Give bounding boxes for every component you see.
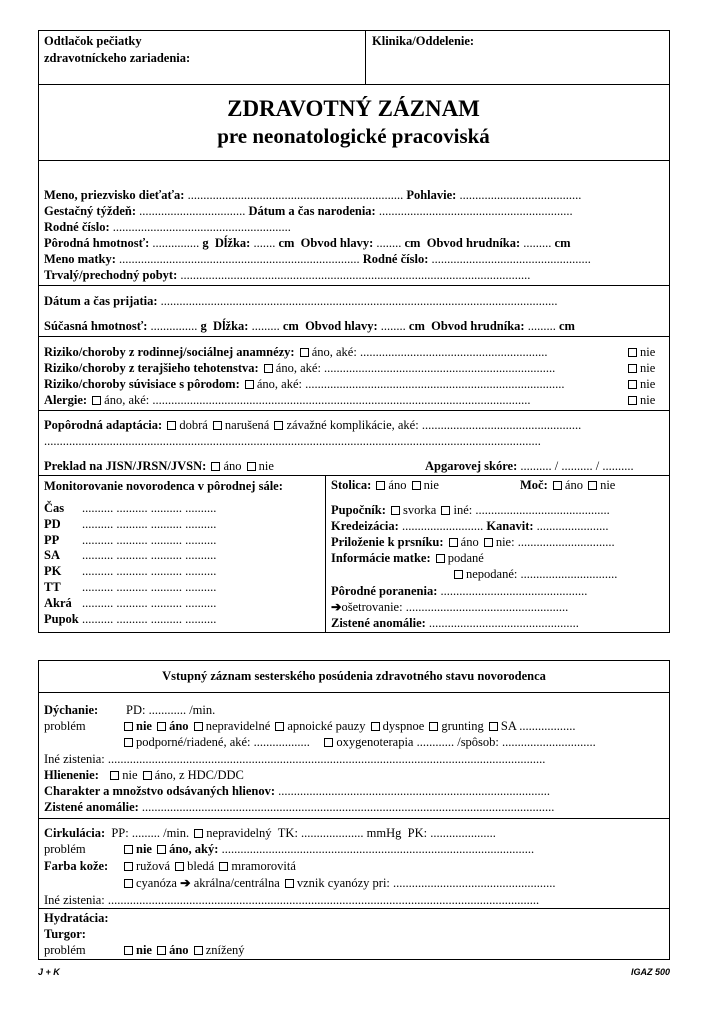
kredeizacia-field[interactable]: Kredeizácia: .......................... Kanavit: ....................... xyxy=(331,519,609,533)
breathing-support-options[interactable]: podporné/riadené, aké: .................. oxygenoterapia ............ /spôsob: .............................. xyxy=(122,735,596,750)
allergy-field[interactable]: Alergie: áno, aké: ......................................................................................................................... xyxy=(44,393,531,407)
cyanosis-options[interactable]: cyanóza ➔ akrálna/centrálna vznik cyanózy pri: .................................................... xyxy=(122,876,556,891)
gestation-field[interactable]: Gestačný týždeň: .................................. Dátum a čas narodenia: .............................................................. xyxy=(44,204,573,218)
page-subtitle: pre neonatologické pracoviská xyxy=(217,124,490,148)
turgor-options[interactable]: nie áno znížený xyxy=(122,943,245,958)
circulation-field[interactable]: Cirkulácia: PP: ......... /min. nepravidelný TK: .................... mmHg PK: ..................... xyxy=(44,826,496,840)
header-divider xyxy=(365,30,366,85)
monitoring-row-label: PD xyxy=(44,516,61,531)
injury-field[interactable]: Pôrodné poranenia: ............................................... xyxy=(331,584,588,598)
breathing-problem-label: problém xyxy=(44,719,86,733)
arrow-right-icon: ➔ xyxy=(331,600,342,614)
monitoring-row-cells[interactable]: .......... .......... .......... .......... xyxy=(82,611,217,626)
urine-field[interactable]: Moč: áno nie xyxy=(520,478,616,492)
residence-field[interactable]: Trvalý/prechodný pobyt: ................................................................................................................ xyxy=(44,268,531,282)
circulation-other-field[interactable]: Iné zistenia: .......................................................................................................................................... xyxy=(44,893,540,907)
monitoring-row-cells[interactable]: .......... .......... .......... .......... xyxy=(82,564,217,579)
hydration-label: Hydratácia: xyxy=(44,911,109,925)
monitoring-row-cells[interactable]: .......... .......... .......... .......... xyxy=(82,580,217,594)
rule xyxy=(38,336,670,337)
rule xyxy=(38,475,670,476)
stamp-label: Odtlačok pečiatky xyxy=(44,34,142,48)
adaptation-extra-line[interactable]: ............................................................................................................................................................... xyxy=(44,434,541,448)
child-name-field[interactable]: Meno, priezvisko dieťaťa: ..................................................................... Pohlavie: ....................................... xyxy=(44,188,582,202)
cord-field[interactable]: Pupočník: svorka iné: ........................................... xyxy=(331,503,610,517)
clinic-label: Klinika/Oddelenie: xyxy=(372,34,475,48)
risk-birth-no[interactable]: nie xyxy=(626,377,655,392)
current-measures-field[interactable]: Súčasná hmotnosť: ............... g Dĺžka: ......... cm Obvod hlavy: ........ cm Obvod hrudníka: ......... cm xyxy=(44,319,575,333)
rule xyxy=(38,818,670,819)
child-rc-field[interactable]: Rodné číslo: ......................................................... xyxy=(44,220,291,234)
title-bottom-rule xyxy=(38,160,670,161)
admission-date-field[interactable]: Dátum a čas prijatia: ............................................................................................................................... xyxy=(44,294,558,308)
monitoring-row-label: Akrá xyxy=(44,595,72,610)
column-divider xyxy=(325,475,326,633)
monitoring-row-label: PK xyxy=(44,564,62,579)
risk-birth-field[interactable]: Riziko/choroby súvisiace s pôrodom: áno, aké: ................................................................................... xyxy=(44,377,565,391)
monitoring-row-cells[interactable]: .......... .......... .......... .......... xyxy=(82,532,217,547)
rule xyxy=(38,908,670,909)
turgor-label: Turgor: xyxy=(44,927,86,941)
breast-field[interactable]: Priloženie k prsníku: áno nie: ............................... xyxy=(331,535,615,549)
monitoring-row-label: SA xyxy=(44,548,60,563)
anomalies-field[interactable]: Zistené anomálie: ................................................ xyxy=(331,616,579,630)
skin-color-options[interactable]: ružová bledá mramorovitá xyxy=(122,859,296,874)
circulation-problem-label: problém xyxy=(44,842,86,856)
header-bottom-rule xyxy=(38,84,670,85)
monitoring-row-label: TT xyxy=(44,580,61,594)
breathing-label: Dýchanie: xyxy=(44,703,99,717)
nursing-title: Vstupný záznam sesterského posúdenia zdravotného stavu novorodenca xyxy=(162,669,546,683)
adaptation-field[interactable]: Popôrodná adaptácia: dobrá narušená závažné komplikácie, aké: ................................................... xyxy=(44,418,582,432)
risk-pregnancy-field[interactable]: Riziko/choroby z terajšieho tehotenstva: áno, aké: .......................................................................... xyxy=(44,361,556,375)
rule xyxy=(38,410,670,411)
footer-right: IGAZ 500 xyxy=(630,967,670,977)
monitoring-row-cells[interactable]: .......... .......... .......... .......... xyxy=(82,501,217,515)
risk-family-field[interactable]: Riziko/choroby z rodinnej/sociálnej anamnézy: áno, aké: ............................................................ xyxy=(44,345,548,359)
arrow-right-icon: ➔ xyxy=(180,876,191,890)
monitoring-row-cells[interactable]: .......... .......... .......... .......... xyxy=(82,548,217,563)
mother-info-not-given[interactable]: nepodané: ............................... xyxy=(452,567,617,582)
mucus-field[interactable]: Hlienenie: nie áno, z HDC/DDC xyxy=(44,768,244,782)
turgor-problem-label: problém xyxy=(44,943,86,957)
monitoring-row-cells[interactable]: .......... .......... .......... .......... xyxy=(82,516,217,531)
monitoring-row-label: Čas xyxy=(44,501,65,515)
stool-field[interactable]: Stolica: áno nie xyxy=(331,478,439,492)
rule xyxy=(38,692,670,693)
allergy-no[interactable]: nie xyxy=(626,393,655,408)
nursing-anomalies-field[interactable]: Zistené anomálie: .................................................................................................................................... xyxy=(44,800,555,814)
apgar-field[interactable]: Apgarovej skóre: .......... / .......... / .......... xyxy=(425,459,634,473)
circulation-problem-options[interactable]: nie áno, aký: .................................................................................................... xyxy=(122,842,534,857)
monitoring-row-label: PP xyxy=(44,532,60,547)
breathing-rate-field[interactable]: PD: ............ /min. xyxy=(126,703,216,717)
rule xyxy=(38,285,670,286)
footer-left: J + K xyxy=(38,967,60,977)
mucus-character-field[interactable]: Charakter a množstvo odsávaných hlienov: ....................................................................................... xyxy=(44,784,551,798)
stamp-label-2: zdravotníckeho zariadenia: xyxy=(44,51,191,65)
monitoring-row-label: Pupok xyxy=(44,611,79,626)
monitoring-title: Monitorovanie novorodenca v pôrodnej sále: xyxy=(44,479,283,493)
treatment-field[interactable]: ➔ošetrovanie: .................................................... xyxy=(331,600,569,614)
breathing-other-field[interactable]: Iné zistenia: ............................................................................................................................................ xyxy=(44,752,546,766)
risk-pregnancy-no[interactable]: nie xyxy=(626,361,655,376)
monitoring-row-cells[interactable]: .......... .......... .......... .......... xyxy=(82,595,217,610)
mother-info-field[interactable]: Informácie matke: podané xyxy=(331,551,484,565)
birth-measures-field[interactable]: Pôrodná hmotnosť: ............... g Dĺžka: ....... cm Obvod hlavy: ........ cm Obvod hrudníka: ......... cm xyxy=(44,236,571,250)
transfer-field[interactable]: Preklad na JISN/JRSN/JVSN: áno nie xyxy=(44,459,274,473)
risk-family-no[interactable]: nie xyxy=(626,345,655,360)
skin-color-label: Farba kože: xyxy=(44,859,109,873)
breathing-problem-options[interactable]: nie áno nepravidelné apnoické pauzy dyspnoe grunting SA .................. xyxy=(122,719,576,734)
mother-name-field[interactable]: Meno matky: ............................................................................. Rodné číslo: ................................................... xyxy=(44,252,591,266)
page-title: ZDRAVOTNÝ ZÁZNAM xyxy=(227,96,480,121)
